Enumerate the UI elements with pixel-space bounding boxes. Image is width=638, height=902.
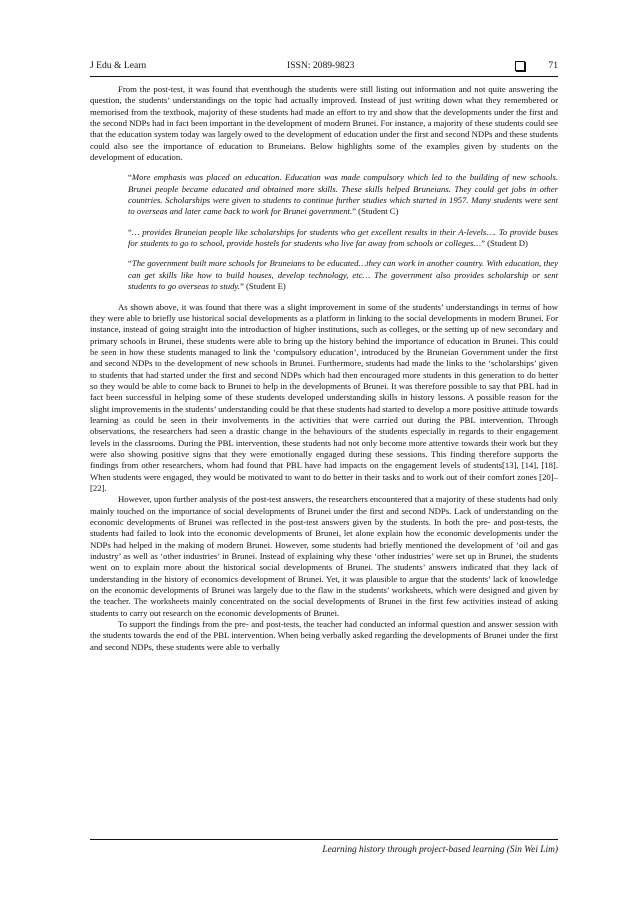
paragraph-2: As shown above, it was found that there was a slight improvement in some of the students’ understandings in terms of how they were able to briefly use historical social developments as a platform in linking to the social developments in modern Brunei. For instance, instead of going straight into the introduction of higher institutions, such as colleges, or the setting up of new secondary and primary schools in Brunei, these students were able to bring up the history behind the importance of education in Brunei. This could be seen in how these students managed to link the ‘compulsory education’, introduced by the Bruneian Government under the first and second NDPs to the development of new schools in Brunei. Furthermore, students had made the links to the ‘scholarships’ given to students that had started under the first and second NDPs which had then encouraged more students in this generation to do better so they would be able to come back to Brunei to help in the developments of Brunei. It was therefore possible to say that PBL had in fact been successful in helping some of these students developed understanding skills in history lessons. A possible reason for the slight improvements in the students’ understanding could be that these students had started to develop a more positive attitude towards learning as could be seen in their involvements in the activities that were carried out during the PBL intervention. Through observations, the researchers had seen a drastic change in the behaviours of the students especially in regards to their engagement levels in the classrooms. During the PBL intervention, these students had not only become more attentive towards their work but they were also showing positive signs that they were emotionally engaged during these sessions. This finding therefore supports the findings from other researchers, whom had found that PBL have had impacts on the engagement levels of students[13], [14], [18]. When students were engaged, they would be motivated to want to do better in their tasks and to work out of their comfort zones [20]–[22]. [90, 301, 558, 493]
article-body [90, 84, 558, 653]
checkbox-square-icon [515, 61, 525, 71]
quote-attribution: (Student E) [246, 281, 286, 292]
issn-number: ISSN: 2089-9823 [287, 60, 355, 71]
page-number: 71 [548, 60, 558, 71]
running-title: Learning history through project-based learning (Sin Wei Lim) [322, 845, 558, 855]
student-quote-e: “The government built more schools for Bruneians to be educated…they can work in another country. With education, they can get skills like how to build houses, develop technology, etc… The government also provides scholarship or sent students to go overseas to study.” (Student E) [128, 258, 558, 292]
quote-attribution: (Student D) [487, 238, 528, 249]
paragraph-4: To support the findings from the pre- and post-tests, the teacher had conducted an informal question and answer session with the students towards the end of the PBL intervention. When being verbally asked regarding the developments of Brunei under the first and second NDPs, these students were able to verbally [90, 619, 558, 652]
journal-name: J Edu & Learn [90, 60, 147, 71]
quote-text: The government built more schools for Bruneians to be educated…they can work in another country. With education, they can get skills like how to build houses, develop technology, etc… The government also provides scholarship or sent students to go overseas to study. [128, 258, 558, 292]
page-header [90, 59, 558, 73]
footer-rule [90, 839, 558, 840]
header-rule [90, 76, 558, 77]
student-quote-c: “More emphasis was placed on education. Education was made compulsory which led to the building of new schools. Brunei people became educated and obtained more skills. These skills helped Bruneians. They could get jobs in other countries. Scholarships were given to students to continue further studies which started in 1957. Many students were sent to overseas and later came back to work for Brunei government.” (Student C) [128, 172, 558, 217]
quote-attribution: (Student C) [358, 206, 399, 217]
paragraph-1: From the post-test, it was found that eventhough the students were still listing out information and not quite answering the question, the students’ understandings on the topic had actually improved. Instead of just writing down what they remembered or memorised from the textbook, majority of these students had made an effort to try and show that the developments under the first and the second NDPs had in fact been important in the development of modern Brunei. For instance, a majority of these students could see that the education system today was largely owed to the development of education under the first and second NDPs and these students could also see the importance of education to Bruneians. Below highlights some of the examples given by students on the development of education. [90, 84, 558, 163]
quote-text: More emphasis was placed on education. Education was made compulsory which led to the building of new schools. Brunei people became educated and obtained more skills. These skills helped Bruneians. They could get jobs in other countries. Scholarships were given to students to continue further studies which started in 1957. Many students were sent to overseas and later came back to work for Brunei government. [128, 172, 558, 217]
paragraph-3: However, upon further analysis of the post-test answers, the researchers encountered that a majority of these students had only mainly touched on the importance of social developments of Brunei under the first and second NDPs. Lack of understanding on the economic developments of Brunei was reflected in the post-test answers given by the students. In both the pre- and post-tests, the students had failed to look into the economic developments of Brunei, let alone explain how the economic developments under the NDPs had helped in the making of modern Brunei. However, some students had briefly mentioned the development of ‘oil and gas industry’ as well as ‘other industries’ in Brunei. Instead of explaining why these ‘other industries’ were set up in Brunei, the students went on to explain more about the historical social developments of Brunei. The students’ answers indicated that they lack of understanding in the history of economics development of Brunei. Yet, it was plausible to argue that the students’ lack of knowledge on the economic developments of Brunei was largely due to the flaw in the students’ worksheets, which were designed and given by the teacher. The worksheets mainly concentrated on the social developments of Brunei in the first few activities instead of asking students to carry out research on the economic developments of Brunei. [90, 494, 558, 618]
quote-text: … provides Bruneian people like scholarships for students who get excellent results in their A-levels…. To provide buses for students to go to school, provide hostels for students who live far away from schools or colleges… [128, 226, 558, 249]
student-quote-d: “… provides Bruneian people like scholarships for students who get excellent results in their A-levels…. To provide buses for students to go to school, provide hostels for students who live far away from schools or colleges…” (Student D) [128, 226, 558, 249]
